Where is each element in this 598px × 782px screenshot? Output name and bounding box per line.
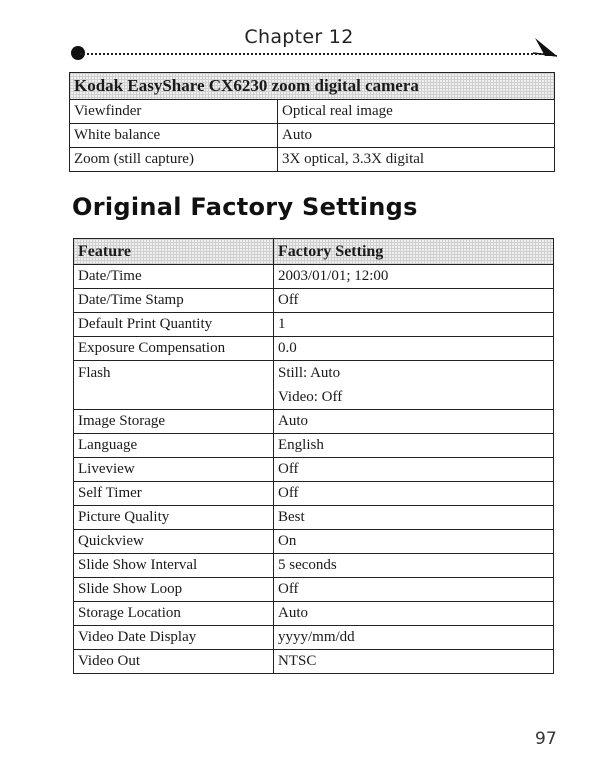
setting-value-line: Still: Auto — [278, 365, 341, 381]
spec-value: Auto — [278, 124, 555, 148]
setting-value: Off — [274, 289, 554, 313]
table-row — [74, 578, 554, 602]
setting-value: Auto — [274, 410, 554, 434]
spec-value: 3X optical, 3.3X digital — [278, 148, 555, 172]
setting-value — [274, 361, 554, 410]
setting-value: Best — [274, 506, 554, 530]
table-row — [70, 100, 555, 124]
setting-value: NTSC — [274, 650, 554, 674]
spec-value: Optical real image — [278, 100, 555, 124]
table-row — [74, 458, 554, 482]
spec-feature: Zoom (still capture) — [70, 148, 278, 172]
spec-feature: White balance — [70, 124, 278, 148]
setting-feature: Flash — [74, 361, 274, 410]
table-row — [74, 506, 554, 530]
setting-feature: Self Timer — [74, 482, 274, 506]
setting-feature: Slide Show Interval — [74, 554, 274, 578]
setting-value-line: Video: Off — [278, 389, 343, 405]
setting-feature: Video Out — [74, 650, 274, 674]
header-rule — [80, 53, 552, 55]
table-row — [74, 530, 554, 554]
table-row — [74, 337, 554, 361]
setting-feature: Video Date Display — [74, 626, 274, 650]
header-arrow-icon — [533, 36, 559, 60]
table-row — [74, 554, 554, 578]
setting-feature: Liveview — [74, 458, 274, 482]
table-row — [74, 410, 554, 434]
table-row — [74, 602, 554, 626]
setting-feature: Image Storage — [74, 410, 274, 434]
table-row — [70, 124, 555, 148]
setting-feature: Exposure Compensation — [74, 337, 274, 361]
table-row — [74, 482, 554, 506]
setting-value: 5 seconds — [274, 554, 554, 578]
setting-feature: Date/Time — [74, 265, 274, 289]
setting-feature: Storage Location — [74, 602, 274, 626]
column-header-feature: Feature — [74, 239, 274, 265]
table-row — [74, 313, 554, 337]
camera-spec-table — [69, 72, 555, 172]
setting-value: Off — [274, 482, 554, 506]
table-row — [74, 626, 554, 650]
table-row — [74, 361, 554, 410]
setting-value: Off — [274, 578, 554, 602]
table-row — [74, 434, 554, 458]
setting-feature: Language — [74, 434, 274, 458]
setting-feature: Quickview — [74, 530, 274, 554]
chapter-heading: Chapter 12 — [244, 26, 354, 48]
setting-feature: Slide Show Loop — [74, 578, 274, 602]
setting-value: 1 — [274, 313, 554, 337]
table-row — [74, 289, 554, 313]
page-number: 97 — [535, 729, 557, 749]
setting-value: On — [274, 530, 554, 554]
spec-feature: Viewfinder — [70, 100, 278, 124]
factory-settings-table — [73, 238, 554, 674]
setting-value: yyyy/mm/dd — [274, 626, 554, 650]
setting-value: Off — [274, 458, 554, 482]
table-row — [74, 265, 554, 289]
section-title: Original Factory Settings — [72, 193, 418, 221]
camera-table-title: Kodak EasyShare CX6230 zoom digital camera — [70, 73, 555, 100]
setting-feature: Default Print Quantity — [74, 313, 274, 337]
setting-value: Auto — [274, 602, 554, 626]
setting-feature: Date/Time Stamp — [74, 289, 274, 313]
column-header-setting: Factory Setting — [274, 239, 554, 265]
setting-value: 0.0 — [274, 337, 554, 361]
setting-feature: Picture Quality — [74, 506, 274, 530]
table-row — [70, 148, 555, 172]
table-row — [74, 650, 554, 674]
setting-value: 2003/01/01; 12:00 — [274, 265, 554, 289]
setting-value: English — [274, 434, 554, 458]
